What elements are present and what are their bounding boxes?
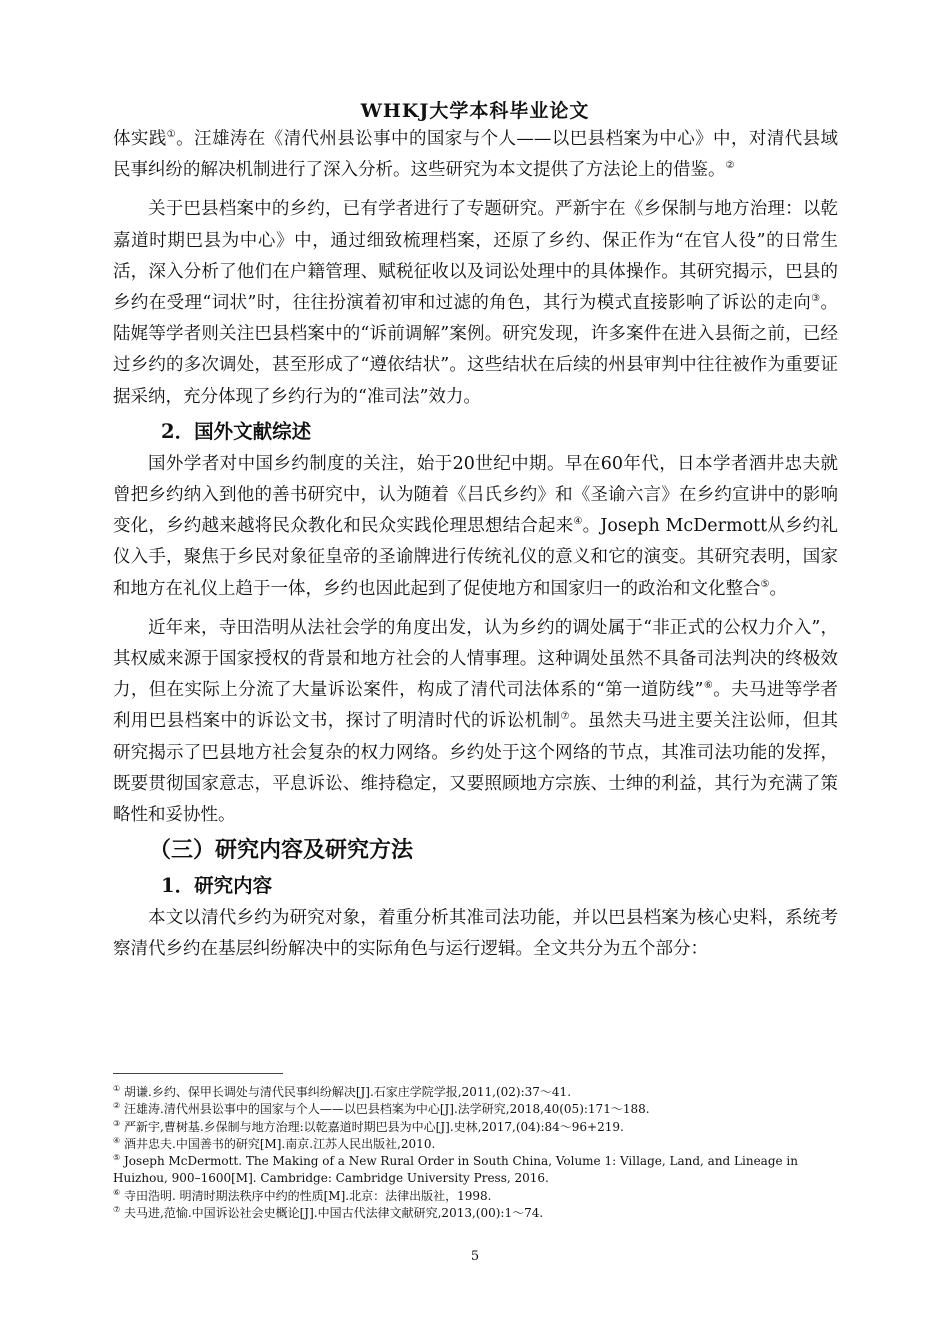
- footnote-1: ① 胡谦.乡约、保甲长调处与清代民事纠纷解决[J].石家庄学院学报,2011,(02):37～41.: [113, 1084, 572, 1099]
- note-ref-7[interactable]: ⑦: [560, 711, 570, 723]
- note-ref-6[interactable]: ⑥: [703, 680, 714, 692]
- footnotes: [113, 1084, 838, 1222]
- heading-foreign-review: 2．国外文献综述: [161, 419, 312, 443]
- footnote-6: ⑥ 寺田浩明. 明清时期法秩序中约的性质[M].北京：法律出版社，1998.: [113, 1187, 492, 1203]
- paragraph-5: 本文以清代乡约为研究对象，着重分析其准司法功能，并以巴县档案为核心史料，系统考察清代乡约在基层纠纷解决中的实际角色与运行逻辑。全文共分为五个部分：: [113, 908, 838, 960]
- paragraph-1: 体实践①。汪雄涛在《清代州县讼事中的国家与个人——以巴县档案为中心》中，对清代县域民事纠纷的解决机制进行了深入分析。这些研究为本文提供了方法论上的借鉴。②: [113, 129, 839, 181]
- heading-section-three: （三）研究内容及研究方法: [149, 837, 414, 864]
- note-ref-2[interactable]: ②: [725, 160, 735, 172]
- note-ref-3[interactable]: ③: [811, 293, 821, 305]
- paragraph-2: 关于巴县档案中的乡约，已有学者进行了专题研究。严新宇在《乡保制与地方治理：以乾嘉道时期巴县为中心》中，通过细致梳理档案，还原了乡约、保正作为“在官人役”的日常生活，深入分析了他们在户籍管理、赋税征收以及词讼处理中的具体操作。其研究揭示，巴县的乡约在受理“词状”时，往往扮演着初审和过滤的角色，其行为模式直接影响了诉讼的走向③。陆娓等学者则关注巴县档案中的“诉前调解”案例。研究发现，许多案件在进入县衙之前，已经过乡约的多次调处，甚至形成了“遵依结状”。这些结状在后续的州县审判中往往被作为重要证据采纳，充分体现了乡约行为的“准司法”效力。: [113, 199, 839, 407]
- heading-research-content: 1．研究内容: [161, 874, 273, 898]
- body-text: [113, 124, 838, 966]
- footnote-7: ⑦ 夫马进,范愉.中国诉讼社会史概论[J].中国古代法律文献研究,2013,(00):1～74.: [113, 1205, 544, 1221]
- paragraph-3: 国外学者对中国乡约制度的关注，始于20世纪中期。早在60年代，日本学者酒井忠夫就曾把乡约纳入到他的善书研究中，认为随着《吕氏乡约》和《圣谕六言》在乡约宣讲中的影响变化，乡约越来越将民众教化和民众实践伦理思想结合起来④。Joseph McDermott从乡约礼仪入手，聚焦于乡民对象征皇帝的圣谕牌进行传统礼仪的意义和它的演变。其研究表明，国家和地方在礼仪上趋于一体，乡约也因此起到了促使地方和国家归一的政治和文化整合⑤。: [113, 453, 839, 599]
- paragraph-4: 近年来，寺田浩明从法社会学的角度出发，认为乡约的调处属于“非正式的公权力介入”，其权威来源于国家授权的背景和地方社会的人情事理。这种调处虽然不具备司法判决的终极效力，但在实际上分流了大量诉讼案件，构成了清代司法体系的“第一道防线”⑥。夫马进等学者利用巴县档案中的诉讼文书，探讨了明清时代的诉讼机制⑦。虽然夫马进主要关注讼师，但其研究揭示了巴县地方社会复杂的权力网络。乡约处于这个网络的节点，其准司法功能的发挥，既要贯彻国家意志，平息诉讼、维持稳定，又要照顾地方宗族、士绅的利益，其行为充满了策略性和妥协性。: [113, 617, 839, 826]
- note-ref-4[interactable]: ④: [573, 516, 583, 528]
- footnote-separator: [113, 1073, 283, 1074]
- page-number: 5: [470, 1249, 480, 1264]
- footnote-2: ② 汪雄涛.清代州县讼事中的国家与个人——以巴县档案为中心[J].法学研究,2018,40(05):171～188.: [113, 1101, 650, 1117]
- running-header: WHKJ大学本科毕业论文: [360, 100, 590, 122]
- footnote-5: ⑤ Joseph McDermott. The Making of a New Rural Order in South China, Volume 1: Village, Land, and Lineage in Huizhou, 900–1600[M]. Cambridge: Cambridge University Press, 2016.: [113, 1153, 798, 1186]
- note-ref-5[interactable]: ⑤: [760, 578, 770, 590]
- footnote-3: ③ 严新宇,曹树基.乡保制与地方治理:以乾嘉道时期巴县为中心[J].史林,2017,(04):84～96+219.: [113, 1118, 624, 1134]
- footnote-4: ④ 酒井忠夫.中国善书的研究[M].南京.江苏人民出版社,2010.: [113, 1135, 436, 1151]
- note-ref-1[interactable]: ①: [166, 129, 177, 140]
